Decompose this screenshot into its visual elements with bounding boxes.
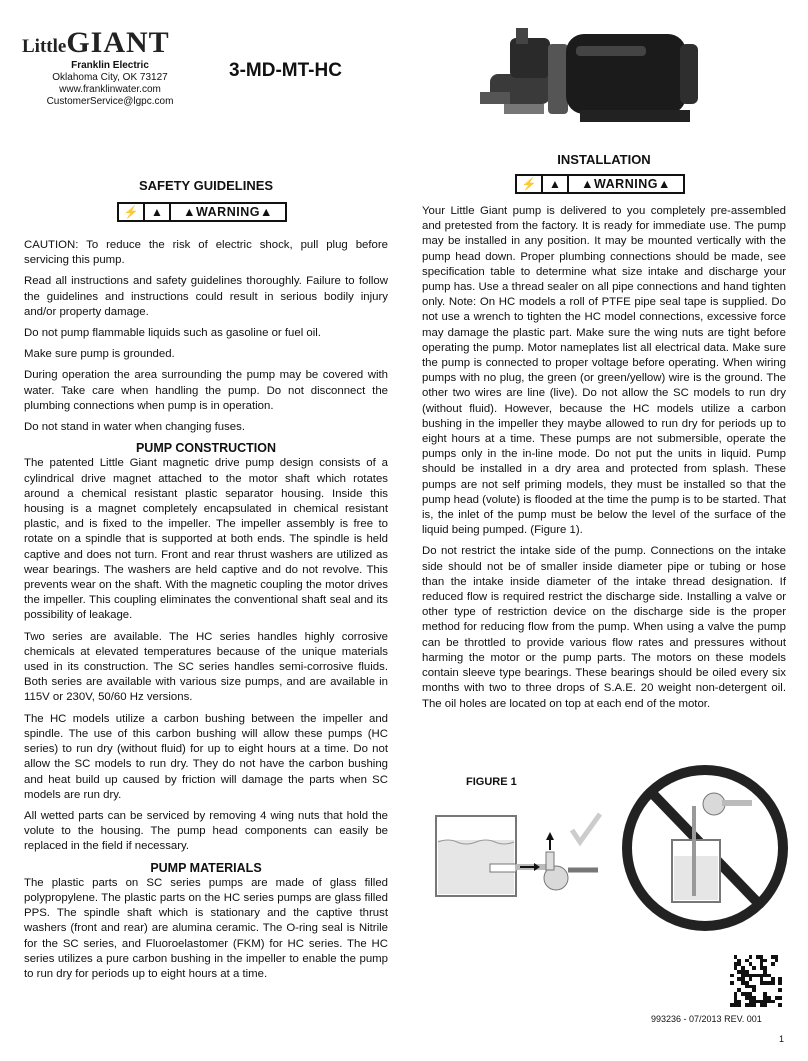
right-column xyxy=(422,204,786,718)
installation-paragraph: Your Little Giant pump is delivered to you completely pre-assembled and pretested from the factory. It is ready for immediate use. The pump may be installed in any position. It may be mounted vertically with the pump head down. Proper plumbing connections should be made, see specification table to determine what size intake and discharge your pump has. Use a thread sealer on all pipe connections and hand tighten only. Note: On HC models a roll of PTFE pipe seal tape is supplied. Do not use a wrench to tighten the HC model connections, excessive force may damage the plastic part. Make sure the wing nuts are tight before operating the pump. Motor nameplates list all electrical data. Make sure the pump is connected to proper voltage before operating. When wiring pumps with no plug, the green (or green/yellow) wire is the ground. The other two wires are line (live). Do not allow the SC models to run dry (without fluid). However, because the HC models utilize a carbon bushing in the impeller they maybe allowed to run dry for periods up to eight hours at a time. These pumps are not submersible, operate the pumps only in the in-line mode. Do not put the units in liquid. Pump should be installed in a dry area and protected from splash. These pumps are not self priming models, they must be installed so that the pump head (volute) is flooded at the time the pump is to be started. That is, the inlet of the pump must be below the level of the surface of the liquid being pumped. (Figure 1). xyxy=(422,205,786,537)
pump-photo xyxy=(480,14,710,136)
installation-paragraph: Do not restrict the intake side of the pump. Connections on the intake side should not be of smaller inside diameter pipe or tubing or hose than the intake inside diameter of the intake thread designation. If reduced flow is required restrict the discharge side. Installing a valve or other type of restriction device on the discharge side is the proper method for reducing flow from the pump. When using a valve the pump can be throttled to provide various flow rates and pressures without harming the motor or the pump parts. The motors on these models contain sleeve type bearings. These bearings should be oiled every six months with two to three drops of S.A.E. 20 weight non-detergent oil. The oil holes are located on top at each end of the motor. xyxy=(422,545,786,710)
pump-construction-heading: PUMP CONSTRUCTION xyxy=(135,441,277,456)
page-number: 1 xyxy=(779,1034,785,1044)
warning-text: ▲WARNING▲ xyxy=(183,205,273,219)
safety-paragraph: Do not pump flammable liquids such as gasoline or fuel oil. xyxy=(24,327,321,340)
warning-label-right xyxy=(515,174,685,194)
logo-little: Little xyxy=(22,36,67,57)
safety-paragraph: Read all instructions and safety guidelines thoroughly. Failure to follow the guidelines and instructions could result in serious bodily injury and/or property damage. xyxy=(24,275,388,318)
installation-heading: INSTALLATION xyxy=(557,152,651,167)
hazard-hand-icon: ⚡ xyxy=(119,204,145,220)
document-code: 993236 - 07/2013 REV. 001 xyxy=(651,1014,762,1024)
materials-paragraph: The plastic parts on SC series pumps are made of glass filled polypropylene. The plastic parts on the HC series pumps are glass filled PPS. The spindle shaft which is stationary and the captive thrust washers (front and rear) are alumina ceramic. The O-ring seal is Nitrile for the SC series, and Fluoroelastomer (FKM) for HC series. The HC series utilizes a pure carbon bushing in the impeller to enable the pump to run dry for periods up to eight hours at a time. xyxy=(24,876,388,980)
hazard-fire-icon: ▲ xyxy=(543,176,569,192)
logo-giant: GIANT xyxy=(66,26,170,59)
figure-1-label: FIGURE 1 xyxy=(466,776,517,788)
qr-code xyxy=(730,955,782,1007)
model-number: 3-MD-MT-HC xyxy=(229,60,342,81)
construction-paragraph: All wetted parts can be serviced by removing 4 wing nuts that hold the volute to the housing. The pump head components can easily be replaced in the field if necessary. xyxy=(24,809,388,853)
hazard-hand-icon: ⚡ xyxy=(517,176,543,192)
construction-paragraph: Two series are available. The HC series handles highly corrosive chemicals at elevated temperatures because of the unique materials used in its construction. The SC series handles semi-corrosive fluids. Both series are available with various size pumps, and are available in 115V or 230V, 50/60 Hz versions. xyxy=(24,630,388,704)
safety-paragraph: Do not stand in water when changing fuses. xyxy=(24,421,245,434)
safety-paragraph: During operation the area surrounding the pump may be covered with water. Take care when handling the pump. Do not disconnect the plumbing connections when pump is in operation. xyxy=(24,369,388,412)
warning-text: ▲WARNING▲ xyxy=(581,177,671,191)
warning-label-left xyxy=(117,202,287,222)
safety-paragraph: Make sure pump is grounded. xyxy=(24,348,175,361)
company-email: CustomerService@lgpc.com xyxy=(46,96,174,107)
safety-paragraph: CAUTION: To reduce the risk of electric shock, pull plug before servicing this pump. xyxy=(24,239,388,267)
pump-materials-heading: PUMP MATERIALS xyxy=(150,860,262,875)
company-name: Franklin Electric xyxy=(71,60,149,71)
construction-paragraph: The patented Little Giant magnetic drive pump design consists of a cylindrical drive magnet attached to the motor shaft which rotates around a chemical resistant plastic separator housing. Inside this housing is a magnet completely encapsulated in chemical resistant plastic, and is fixed to the impeller. The impeller assembly is free to rotate on a spindle that is supported at both ends. The spindle is held captive and does not turn. Front and rear thrust washers are utilized as wear bearings. The washers are held captive and do not revolve. This prevents wear on the shaft. With the magnetic coupling the motor drives the impeller. This coupling eliminates the conventional shaft seal and its possibility of leakage. xyxy=(24,457,388,622)
company-city: Oklahoma City, OK 73127 xyxy=(52,72,168,83)
left-column xyxy=(24,238,388,988)
construction-paragraph: The HC models utilize a carbon bushing between the impeller and spindle. The use of this carbon bushing will allow these pumps (HC series) to run dry (without fluid) for up to eight hours at a time. Do not allow the SC models to run dry. They do not have the carbon bushing and heat build up caused by friction will damage the parts when SC models are run dry. xyxy=(24,712,388,801)
figure-1-diagram xyxy=(430,760,790,936)
check-mark-icon xyxy=(572,814,600,842)
little-giant-logo xyxy=(22,26,170,60)
company-address xyxy=(40,60,180,108)
safety-guidelines-heading: SAFETY GUIDELINES xyxy=(138,178,274,193)
hazard-fire-icon: ▲ xyxy=(145,204,171,220)
company-web: www.franklinwater.com xyxy=(59,84,161,95)
